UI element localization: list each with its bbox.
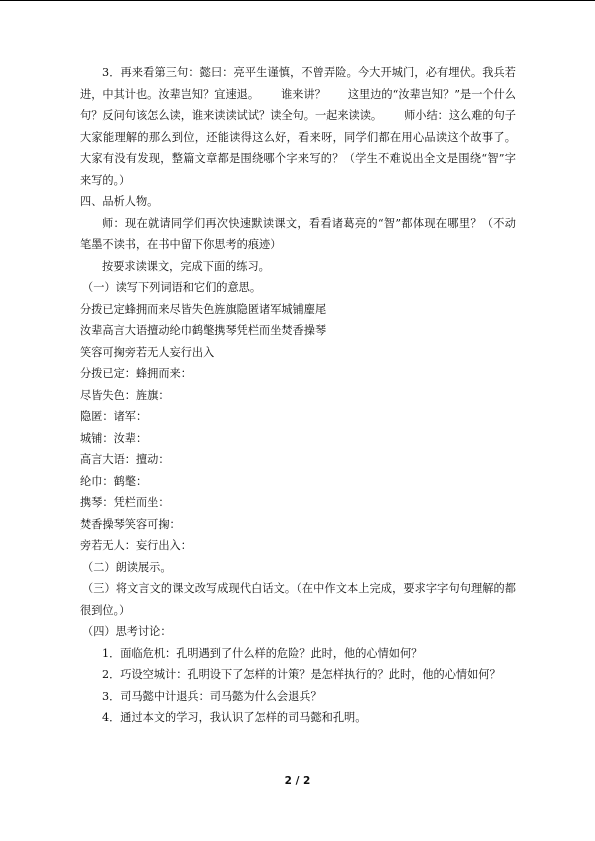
text-segment: 3．再来看第三句：懿曰：亮平生谨慎，不曾弄险。今大开城门，必有埋伏。我兵若进，中其计也。汝辈岂知？宜速退。 [80, 66, 516, 101]
text-segment: 谁来讲？ [281, 87, 326, 101]
discussion-question: 2．巧设空城计：孔明设下了怎样的计策？是怎样执行的？此时，他的心情如何？ [102, 668, 501, 681]
text-segment: 师小结：这么难的句子大家能理解的那么到位，还能读得这么好，看来呀，同学们都在用心品读这个故事了。大家有没有发现，整篇文章都是围绕哪个字来写的？（学生不难说出全文是围绕“智”字来写的。） [80, 109, 516, 187]
discussion-question: 4．通过本文的学习，我认识了怎样的司马懿和孔明。 [102, 711, 367, 724]
word-meaning-line: 尽皆失色：旌旗： [80, 388, 170, 402]
section-heading: 四、品析人物。 [80, 195, 159, 208]
discussion-question: 1．面临危机：孔明遇到了什么样的危险？此时，他的心情如何？ [102, 646, 423, 660]
text-segment: 这里边的“汝辈岂知？”是一个什么句？反问句该怎么读，谁来读读试试？读全句。一起来读读。 [80, 87, 516, 122]
word-meaning-line: 旁若无人：妄行出入： [80, 539, 192, 552]
word-meaning-line: 隐匿：诸军： [80, 410, 148, 423]
word-list-line: 笑容可掬旁若无人妄行出入 [80, 345, 215, 359]
paragraph-third-sentence [80, 62, 516, 191]
word-list-line: 分拨已定蜂拥而来尽皆失色旌旗隐匿诸军城铺麈尾 [80, 302, 327, 316]
word-meaning-line: 城铺：汝辈： [80, 431, 148, 445]
word-meaning-line: 分拨已定：蜂拥而来： [80, 367, 192, 380]
word-meaning-line: 纶巾：鹤氅： [80, 474, 148, 488]
word-meaning-line: 焚香操琴笑容可掬： [80, 517, 181, 531]
exercise-heading-3: （三）将文言文的课文改写成现代白话文。（在中作文本上完成，要求字字句句理解的都很到位。） [80, 582, 516, 617]
discussion-question: 3．司马懿中计退兵：司马懿为什么会退兵？ [102, 689, 322, 703]
word-meaning-line: 携琴：凭栏而坐： [80, 496, 170, 509]
paragraph-teacher-prompt: 师：现在就请同学们再次快速默读课文，看看诸葛亮的“智”都体现在哪里？（不动笔墨不读书，在书中留下你思考的痕迹） [80, 216, 516, 251]
document-body [80, 62, 516, 729]
exercise-heading-4: （四）思考讨论： [82, 625, 172, 638]
word-meaning-line: 高言大语：擅动： [80, 453, 170, 466]
paragraph-instruction: 按要求读课文，完成下面的练习。 [102, 259, 270, 273]
exercise-heading-2: （二）朗读展示。 [82, 560, 172, 574]
word-list-line: 汝辈高言大语擅动纶巾鹤氅携琴凭栏而坐焚香操琴 [80, 324, 327, 337]
exercise-heading-1: （一）读写下列词语和它们的意思。 [82, 281, 262, 294]
page-number: 2 / 2 [284, 775, 311, 787]
top-border-line [0, 0, 595, 1]
